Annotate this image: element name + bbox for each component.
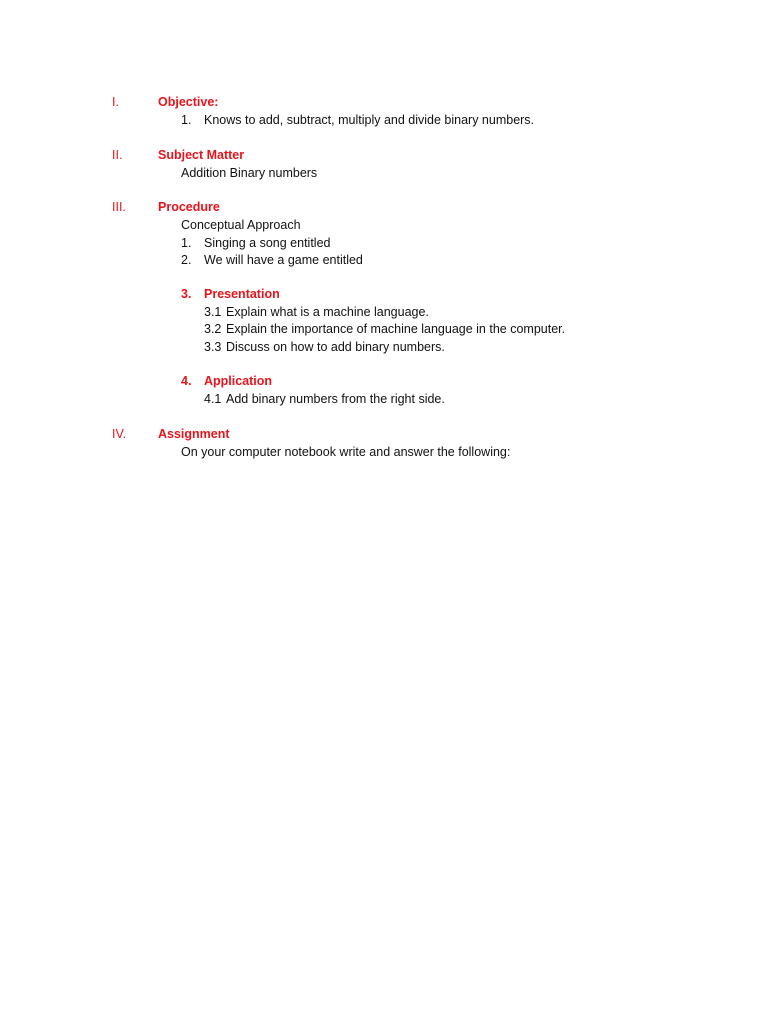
- section-2-numeral: II.: [112, 148, 123, 162]
- procedure-item-2-text: We will have a game entitled: [204, 253, 363, 267]
- procedure-item-2-number: 2.: [181, 253, 192, 267]
- presentation-item-1-number: 3.1: [204, 305, 222, 319]
- section-4-heading: Assignment: [158, 427, 230, 441]
- presentation-item-3-number: 3.3: [204, 340, 222, 354]
- section-3-numeral: III.: [112, 200, 126, 214]
- section-2-heading: Subject Matter: [158, 148, 245, 162]
- procedure-item-1-text: Singing a song entitled: [204, 236, 331, 250]
- section-1-heading: Objective:: [158, 95, 219, 109]
- procedure-intro: Conceptual Approach: [181, 218, 301, 232]
- subject-matter-text: Addition Binary numbers: [181, 166, 318, 180]
- application-number: 4.: [181, 374, 192, 388]
- procedure-item-1-number: 1.: [181, 236, 192, 250]
- presentation-heading: Presentation: [204, 287, 280, 301]
- section-4-numeral: IV.: [112, 427, 127, 441]
- presentation-item-3-text: Discuss on how to add binary numbers.: [226, 340, 445, 354]
- assignment-text: On your computer notebook write and answer the following:: [181, 445, 511, 459]
- application-item-1-text: Add binary numbers from the right side.: [226, 392, 445, 406]
- application-heading: Application: [204, 374, 273, 388]
- section-3-heading: Procedure: [158, 200, 220, 214]
- application-item-1-number: 4.1: [204, 392, 222, 406]
- presentation-item-2-number: 3.2: [204, 322, 222, 336]
- objective-item-text: Knows to add, subtract, multiply and divide binary numbers.: [204, 113, 535, 127]
- presentation-item-2-text: Explain the importance of machine language in the computer.: [226, 322, 566, 336]
- presentation-item-1-text: Explain what is a machine language.: [226, 305, 429, 319]
- objective-item-number: 1.: [181, 113, 192, 127]
- presentation-number: 3.: [181, 287, 192, 301]
- section-1-numeral: I.: [112, 95, 119, 109]
